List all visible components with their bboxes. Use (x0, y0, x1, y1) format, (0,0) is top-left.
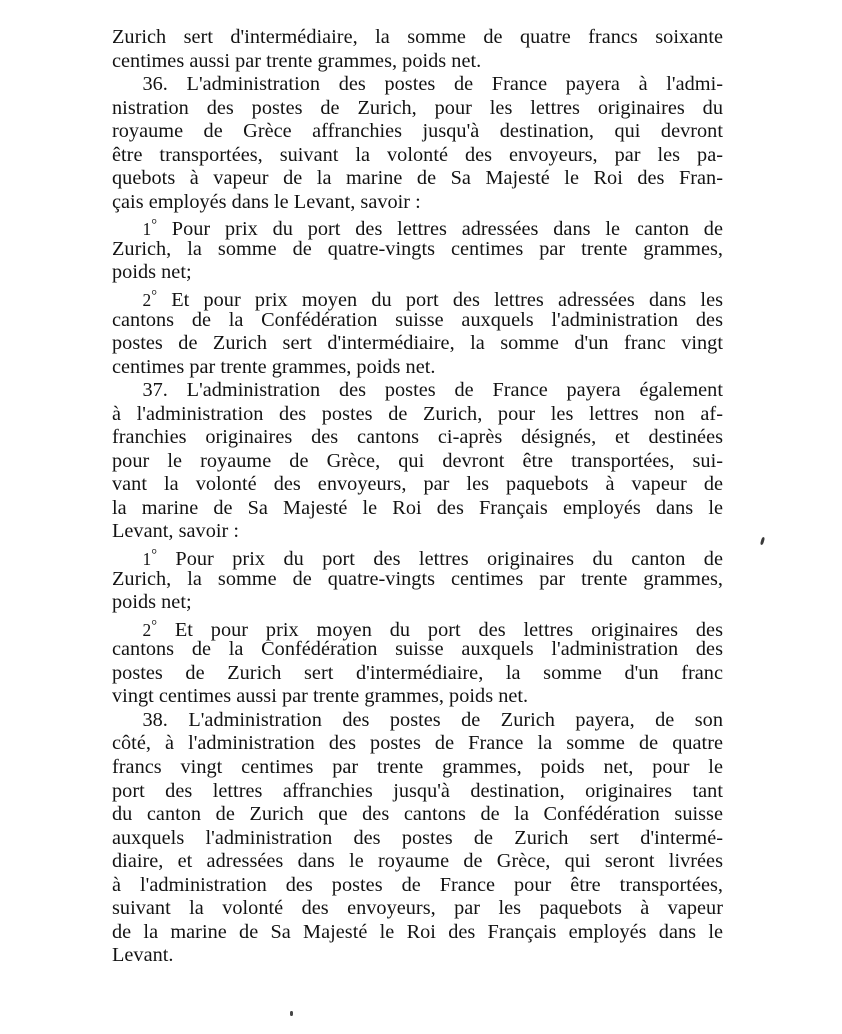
line-text: nistration des postes de Zurich, pour les lettres originaires du (112, 96, 723, 119)
text-column (112, 26, 723, 968)
line-text: 37. L'administration des postes de France payera également (142, 379, 723, 402)
paragraph-article-38 (112, 709, 723, 968)
line-text: du canton de Zurich que des cantons de la Confédération suisse (112, 803, 723, 826)
line-text: Levant, savoir : (112, 520, 240, 543)
line-text: côté, à l'administration des postes de France la somme de quatre (112, 732, 723, 755)
text-line (112, 26, 723, 50)
paragraph-continuation-paragraph (112, 26, 723, 73)
text-line (112, 544, 723, 571)
line-text: Zurich, la somme de quatre-vingts centimes par trente grammes, (112, 567, 723, 590)
ordinal-degree-mark: ° (151, 547, 157, 564)
line-text: diaire, et adressées dans le royaume de Grèce, qui seront livrées (112, 850, 723, 873)
text-line (112, 638, 723, 662)
paragraph-article-36-item-1 (112, 214, 723, 285)
line-text: centimes par trente grammes, poids net. (112, 355, 436, 378)
line-text: à l'administration des postes de Zurich, pour les lettres non af- (112, 402, 723, 425)
text-line (112, 473, 723, 497)
text-line (112, 662, 723, 686)
text-line (112, 874, 723, 898)
text-line (112, 709, 723, 733)
line-text: Zurich, la somme de quatre-vingts centimes par trente grammes, (112, 237, 723, 260)
text-line (112, 285, 723, 312)
text-line (112, 591, 723, 615)
line-text: Pour prix du port des lettres originaires du canton de (157, 548, 723, 571)
text-line (112, 309, 723, 333)
margin-speck-bottom-icon (290, 1011, 293, 1016)
ordinal-digit: 2 (142, 619, 152, 640)
line-text: auxquels l'administration des postes de Zurich sert d'intermé- (112, 826, 723, 849)
line-text: quebots à vapeur de la marine de Sa Majesté le Roi des Fran- (112, 167, 723, 190)
text-line (112, 238, 723, 262)
text-line (112, 120, 723, 144)
line-indent (112, 709, 142, 731)
line-text: la marine de Sa Majesté le Roi des Français employés dans le (112, 496, 723, 519)
text-line (112, 450, 723, 474)
line-indent (112, 379, 142, 401)
line-text: centimes aussi par trente grammes, poids net. (112, 49, 482, 72)
text-line (112, 167, 723, 191)
text-line (112, 520, 723, 544)
line-text: à l'administration des postes de France pour être transportées, (112, 873, 723, 896)
paragraph-article-37-item-1 (112, 544, 723, 615)
line-text: 38. L'administration des postes de Zurich payera, de son (142, 708, 723, 731)
line-text: pour le royaume de Grèce, qui devront être transportées, sui- (112, 449, 723, 472)
text-line (112, 897, 723, 921)
text-line (112, 850, 723, 874)
text-line (112, 356, 723, 380)
line-text: Et pour prix moyen du port des lettres originaires des (157, 618, 723, 641)
line-text: cantons de la Confédération suisse auxquels l'administration des (112, 638, 723, 661)
line-text: vingt centimes aussi par trente grammes, poids net. (112, 685, 529, 708)
text-line (112, 921, 723, 945)
line-text: postes de Zurich sert d'intermédiaire, la somme d'un franc (112, 661, 723, 684)
text-line (112, 403, 723, 427)
line-text: vant la volonté des envoyeurs, par les paquebots à vapeur de (112, 473, 723, 496)
line-text: cantons de la Confédération suisse auxquels l'administration des (112, 308, 723, 331)
text-line (112, 144, 723, 168)
text-line (112, 756, 723, 780)
line-text: royaume de Grèce affranchies jusqu'à destination, qui devront (112, 120, 723, 143)
line-text: Levant. (112, 944, 174, 967)
line-text: Pour prix du port des lettres adressées dans le canton de (157, 218, 723, 241)
paragraph-article-36 (112, 73, 723, 214)
line-text: Zurich sert d'intermédiaire, la somme de quatre francs soixante (112, 26, 723, 48)
ordinal-digit: 1 (142, 219, 152, 240)
ordinal-digit: 2 (142, 290, 152, 311)
text-line (112, 379, 723, 403)
text-line (112, 191, 723, 215)
text-line (112, 568, 723, 592)
text-line (112, 827, 723, 851)
line-text: çais employés dans le Levant, savoir : (112, 190, 421, 213)
line-text: poids net; (112, 591, 192, 614)
text-line (112, 426, 723, 450)
line-text: franchies originaires des cantons ci-après désignés, et destinées (112, 426, 723, 449)
text-line (112, 261, 723, 285)
text-line (112, 332, 723, 356)
paragraph-article-37-item-2 (112, 615, 723, 709)
line-text: port des lettres affranchies jusqu'à destination, originaires tant (112, 779, 723, 802)
margin-speck-right-icon (760, 537, 765, 546)
ordinal-degree-mark: ° (151, 617, 157, 634)
line-text: postes de Zurich sert d'intermédiaire, la somme d'un franc vingt (112, 332, 723, 355)
text-line (112, 214, 723, 241)
text-line (112, 497, 723, 521)
line-text: de la marine de Sa Majesté le Roi des Français employés dans le (112, 920, 723, 943)
line-text: poids net; (112, 261, 192, 284)
ordinal-degree-mark: ° (151, 217, 157, 234)
line-text: Et pour prix moyen du port des lettres adressées dans les (157, 289, 723, 312)
text-line (112, 97, 723, 121)
line-text: 36. L'administration des postes de France payera à l'admi- (142, 73, 723, 96)
line-text: suivant la volonté des envoyeurs, par les paquebots à vapeur (112, 897, 723, 920)
paragraph-article-37 (112, 379, 723, 544)
line-text: être transportées, suivant la volonté des envoyeurs, par les pa- (112, 143, 723, 166)
paragraph-article-36-item-2 (112, 285, 723, 379)
text-line (112, 780, 723, 804)
text-line (112, 732, 723, 756)
text-line (112, 73, 723, 97)
text-line (112, 615, 723, 639)
text-line (112, 944, 723, 968)
line-text: francs vingt centimes par trente grammes, poids net, pour le (112, 755, 723, 778)
text-line (112, 685, 723, 709)
text-line (112, 50, 723, 74)
ordinal-digit: 1 (142, 549, 152, 570)
line-indent (112, 73, 142, 95)
ordinal-degree-mark: ° (151, 288, 157, 305)
text-line (112, 803, 723, 827)
